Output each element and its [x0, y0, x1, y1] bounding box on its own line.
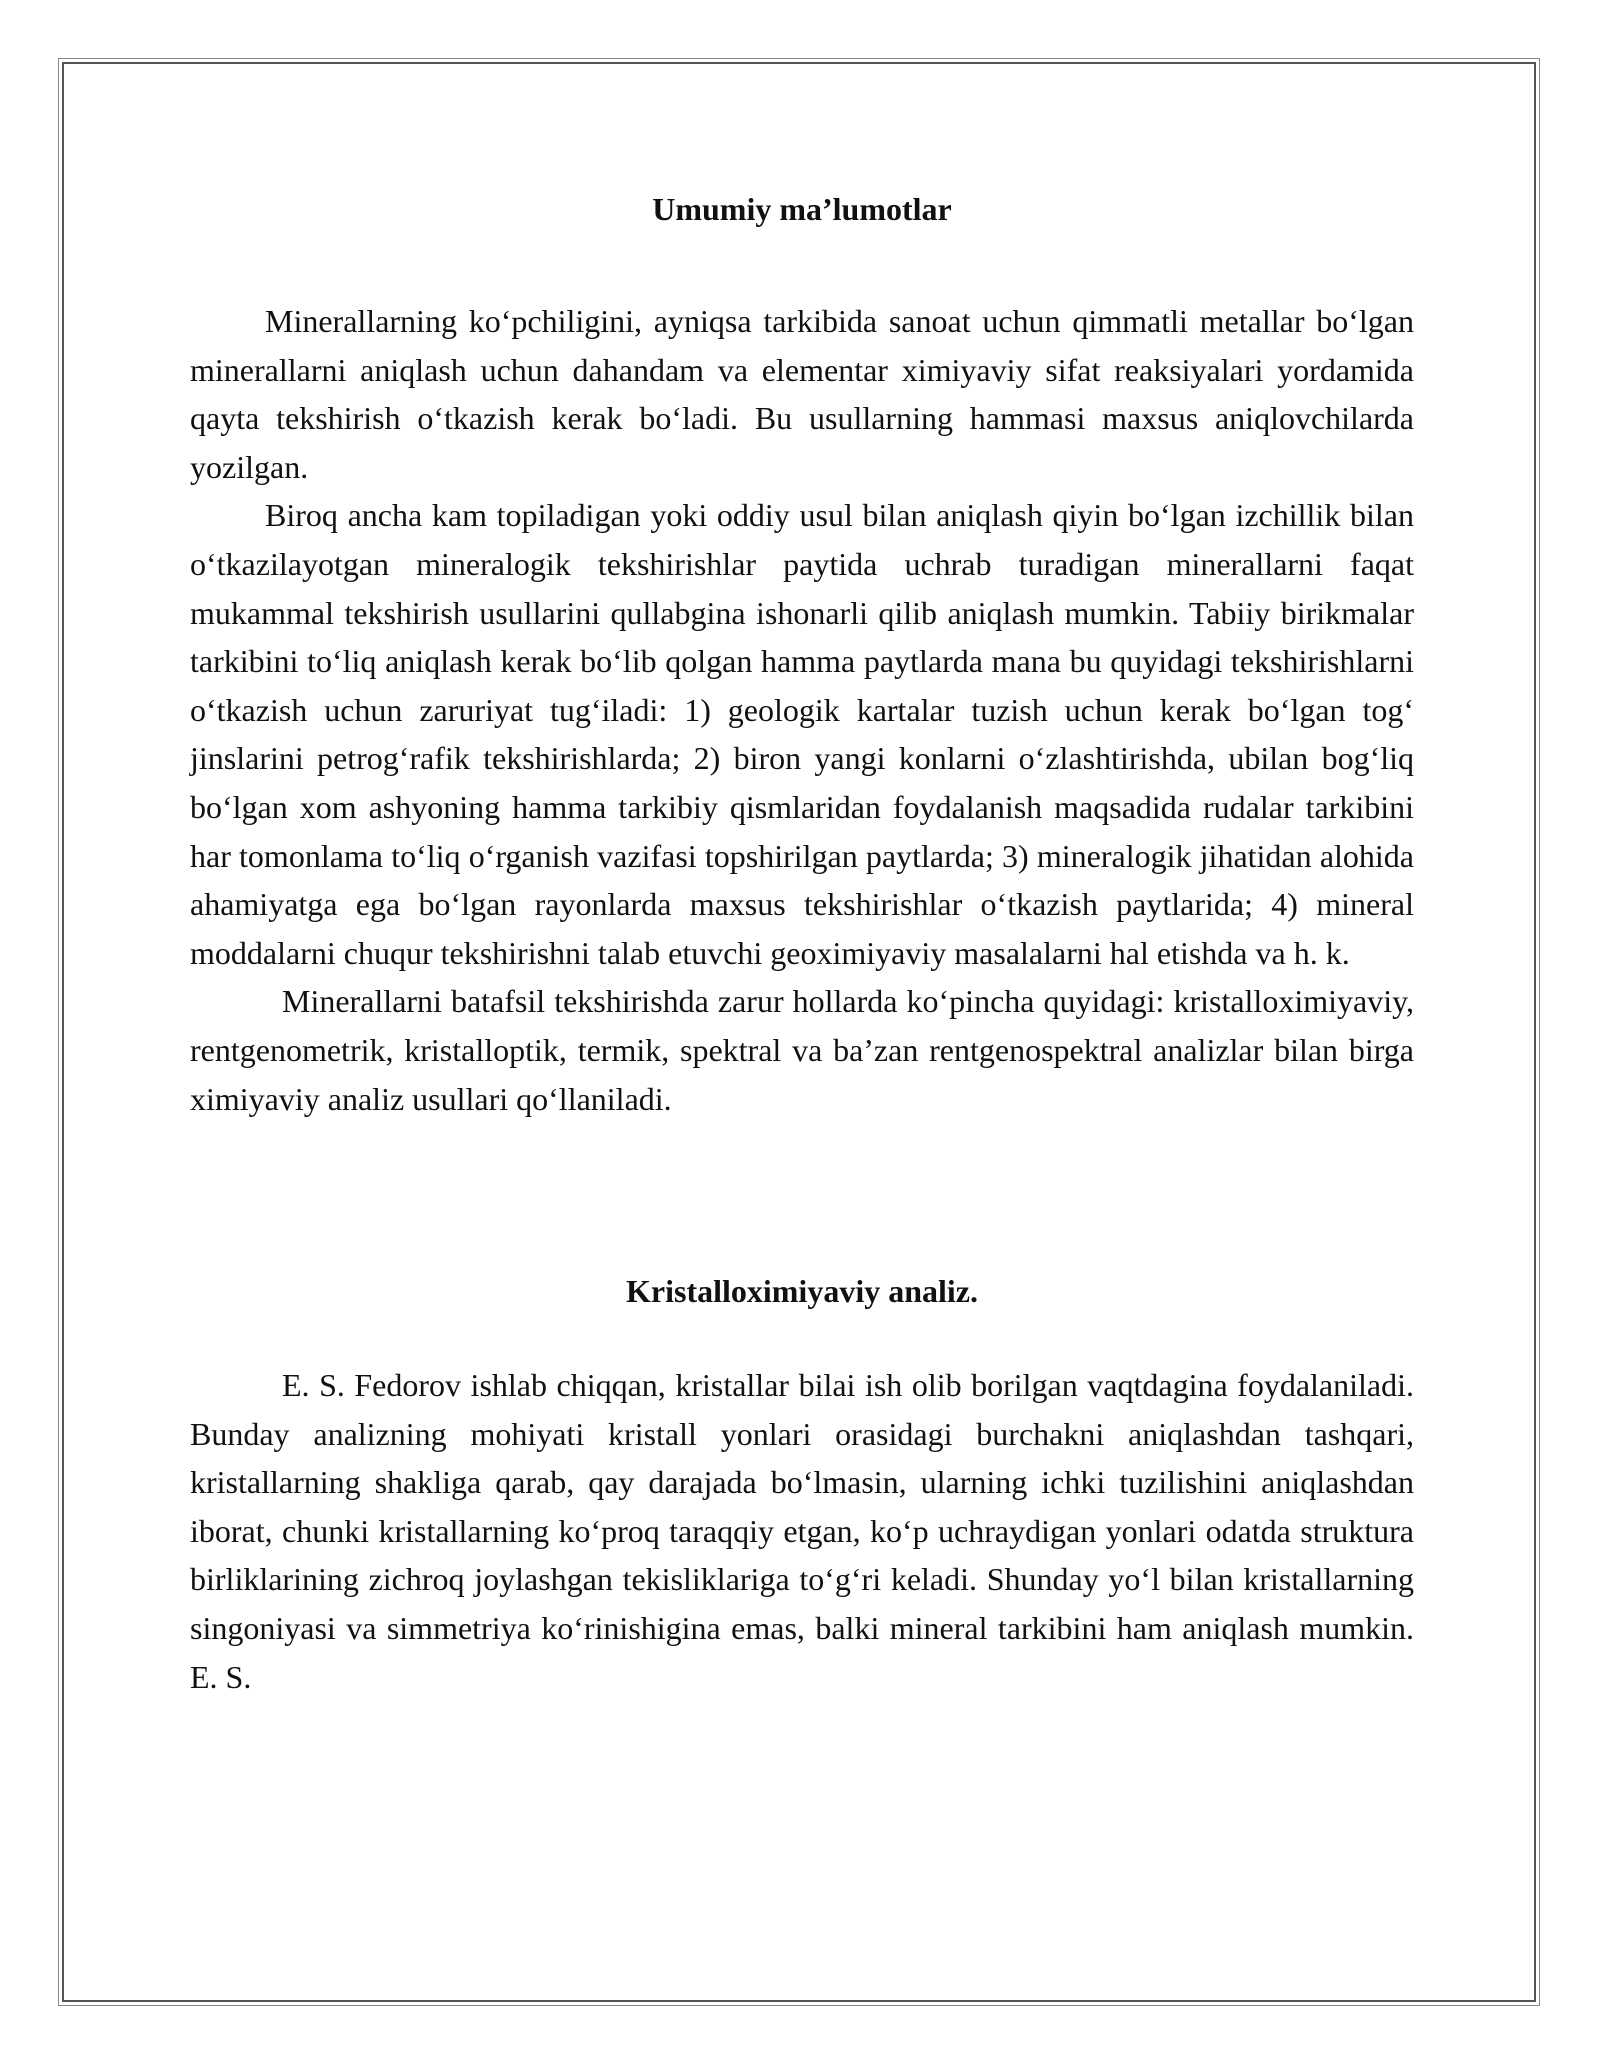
- paragraph-intro: Minerallarning ko‘pchiligini, ayniqsa tarkibida sanoat uchun qimmatli metallar bo‘lgan minerallarni aniqlash uchun dahandam va elementar ximiyaviy sifat reaksiyalari yordamida qayta tekshirish o‘tkazish kerak bo‘ladi. Bu usullarning hammasi maxsus aniqlovchilarda yozilgan.: [190, 303, 1414, 485]
- paragraph-fedorov: E. S. Fedorov ishlab chiqqan, kristallar bilai ish olib borilgan vaqtdagina foydalaniladi. Bunday analizning mohiyati kristall yonlari orasidagi burchakni aniqlashdan tashqari, kristallarning shakliga qarab, qay darajada bo‘lmasin, ularning ichki tuzilishini aniqlashdan iborat, chunki kristallarning ko‘proq taraqqiy etgan, ko‘p uchraydigan yonlari odatda struktura birliklarining zichroq joylashgan tekisliklariga to‘g‘ri keladi. Shunday yo‘l bilan kristallarning singoniyasi va simmetriya ko‘rinishigina emas, balki mineral tarkibini ham aniqlash mumkin. E. S.: [190, 1367, 1414, 1695]
- paragraph-detailed-methods: Biroq ancha kam topiladigan yoki oddiy usul bilan aniqlash qiyin bo‘lgan izchillik bilan o‘tkazilayotgan mineralogik tekshirishlar paytida uchrab turadigan minerallarni faqat mukammal tekshirish usullarini qullabgina ishonarli qilib aniqlash mumkin. Tabiiy birikmalar tarkibini to‘liq aniqlash kerak bo‘lib qolgan hamma paytlarda mana bu quyidagi tekshirishlarni o‘tkazish uchun zaruriyat tug‘iladi: 1) geologik kartalar tuzish uchun kerak bo‘lgan tog‘ jinslarini petrog‘rafik tekshirishlarda; 2) biron yangi konlarni o‘zlashtirishda, ubilan bog‘liq bo‘lgan xom ashyoning hamma tarkibiy qismlaridan foydalanish maqsadida rudalar tarkibini har tomonlama to‘liq o‘rganish vazifasi topshirilgan paytlarda; 3) mineralogik jihatidan alohida ahamiyatga ega bo‘lgan rayonlarda maxsus tekshirishlar o‘tkazish paytlarida; 4) mineral moddalarni chuqur tekshirishni talab etuvchi geoximiyaviy masalalarni hal etishda va h. k.: [190, 497, 1414, 971]
- paragraph-analysis-list: Minerallarni batafsil tekshirishda zarur hollarda ko‘pincha quyidagi: kristalloximiyaviy, rentgenometrik, kristalloptik, termik, spektral va ba’zan rentgenospektral analizlar bilan birga ximiyaviy analiz usullari qo‘llaniladi.: [190, 983, 1414, 1117]
- document-body: [190, 185, 1414, 1701]
- section-title-general-info: Umumiy ma’lumotlar: [652, 191, 952, 227]
- section-title-crystallochemical: Kristalloximiyaviy analiz.: [626, 1273, 978, 1310]
